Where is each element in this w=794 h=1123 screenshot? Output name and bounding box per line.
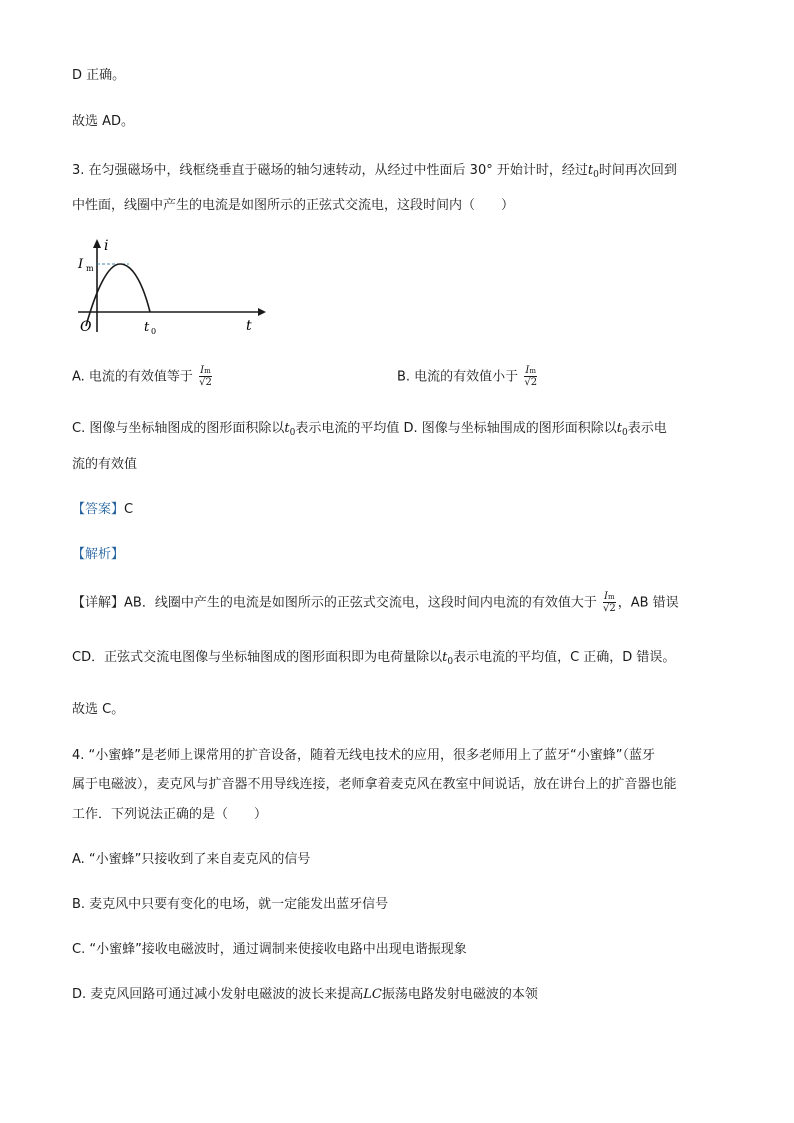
text-segment: 时间再次回到 (598, 163, 677, 178)
t0-label-subscript: 0 (151, 327, 157, 336)
im-over-root2-fraction (524, 366, 537, 388)
q4-option-d (72, 985, 538, 1005)
option-a-text: A. 电流的有效值等于 (72, 369, 193, 385)
text-line: D 正确。 (72, 68, 126, 83)
detail-text-end: ，AB 错误 (617, 595, 679, 611)
current-time-graph (72, 236, 272, 336)
t-axis-arrow (258, 308, 266, 316)
question-3-line-2: 中性面，线圈中产生的电流是如图所示的正弦式交流电，这段时间内（ ） (72, 198, 515, 213)
t0-symbol: t (442, 650, 448, 665)
text-segment: CD．正弦式交流电图像与坐标轴图成的图形面积即为电荷量除以 (72, 650, 443, 665)
detail-text: AB．线圈中产生的电流是如图所示的正弦式交流电，这段时间内电流的有效值大于 (124, 595, 597, 611)
answer-tag: 【答案】 (72, 502, 125, 517)
lc-symbol: LC (363, 987, 382, 1002)
conclusion: 故选 C。 (72, 702, 125, 717)
text-segment: 3. 在匀强磁场中，线框绕垂直于磁场的轴匀速转动，从经过中性面后 30° 开始计时，经过 (72, 163, 588, 178)
t0-symbol: t (587, 163, 594, 178)
analysis-label: 【解析】 (72, 547, 125, 562)
q4-option-a: A. “小蜜蜂”只接收到了来自麦克风的信号 (72, 852, 311, 867)
origin-label: O (80, 319, 92, 335)
t0-subscript: 0 (289, 428, 296, 438)
im-over-root2-fraction (199, 366, 212, 388)
i-axis-label: i (104, 238, 109, 254)
option-a (72, 366, 214, 388)
answer-value: C (124, 502, 134, 517)
fraction-numerator-sub: m (204, 367, 211, 375)
answer-line (72, 500, 133, 520)
t0-symbol: t (284, 421, 290, 436)
text-line: 故选 AD。 (72, 114, 135, 129)
detail-tag: 【详解】 (72, 595, 125, 611)
option-b-text: B. 电流的有效值小于 (397, 369, 519, 385)
i-axis-arrow (93, 239, 101, 248)
t0-subscript: 0 (621, 428, 628, 438)
sine-curve (86, 264, 150, 326)
fraction-numerator-sub: m (529, 367, 536, 375)
t0-subscript: 0 (593, 170, 599, 180)
question-4-line-3: 工作．下列说法正确的是（ ） (72, 807, 268, 822)
text-segment: 表示电流的平均值，C 正确，D 错误。 (453, 650, 676, 665)
t0-subscript: 0 (447, 657, 454, 667)
fraction-numerator: I (604, 591, 608, 602)
detail-line-1 (72, 592, 679, 614)
t0-label: t (144, 320, 150, 335)
text-segment: 振荡电路发射电磁波的本领 (381, 987, 538, 1002)
options-c-d-line (72, 419, 667, 443)
fraction-denominator: √2 (602, 603, 616, 614)
text-segment: C. 图像与坐标轴图成的图形面积除以 (72, 421, 285, 436)
detail-line-2 (72, 648, 675, 672)
im-subscript: m (86, 264, 94, 273)
question-4-line-2: 属于电磁波），麦克风与扩音器不用导线连接，老师拿着麦克风在教室中间说话，放在讲台上的扩音器也能 (72, 777, 677, 792)
fraction-numerator-sub: m (607, 593, 615, 601)
q4-option-c: C. “小蜜蜂”接收电磁波时，通过调制来使接收电路中出现电谐振现象 (72, 942, 467, 957)
text-segment: 表示电 (627, 421, 667, 436)
fraction-numerator: I (525, 365, 530, 376)
question-4-line-1: 4. “小蜜蜂”是老师上课常用的扩音设备，随着无线电技术的应用，很多老师用上了蓝牙“小蜜蜂”（蓝牙 (72, 748, 655, 763)
im-label: I (78, 257, 84, 272)
im-over-root2-fraction (603, 592, 616, 614)
fraction-denominator: √2 (524, 377, 538, 388)
analysis-tag (72, 545, 124, 565)
fraction-numerator: I (200, 365, 205, 376)
text-segment: D. 麦克风回路可通过减小发射电磁波的波长来提高 (72, 987, 364, 1002)
option-d-continued: 流的有效值 (72, 457, 138, 472)
t-axis-label: t (246, 318, 252, 334)
q4-option-b: B. 麦克风中只要有变化的电场，就一定能发出蓝牙信号 (72, 897, 389, 912)
question-3-line-1 (72, 161, 677, 185)
text-segment: 表示电流的平均值 D. 图像与坐标轴围成的图形面积除以 (295, 421, 617, 436)
fraction-denominator: √2 (199, 377, 212, 388)
option-b (397, 366, 539, 388)
t0-symbol: t (616, 421, 622, 436)
